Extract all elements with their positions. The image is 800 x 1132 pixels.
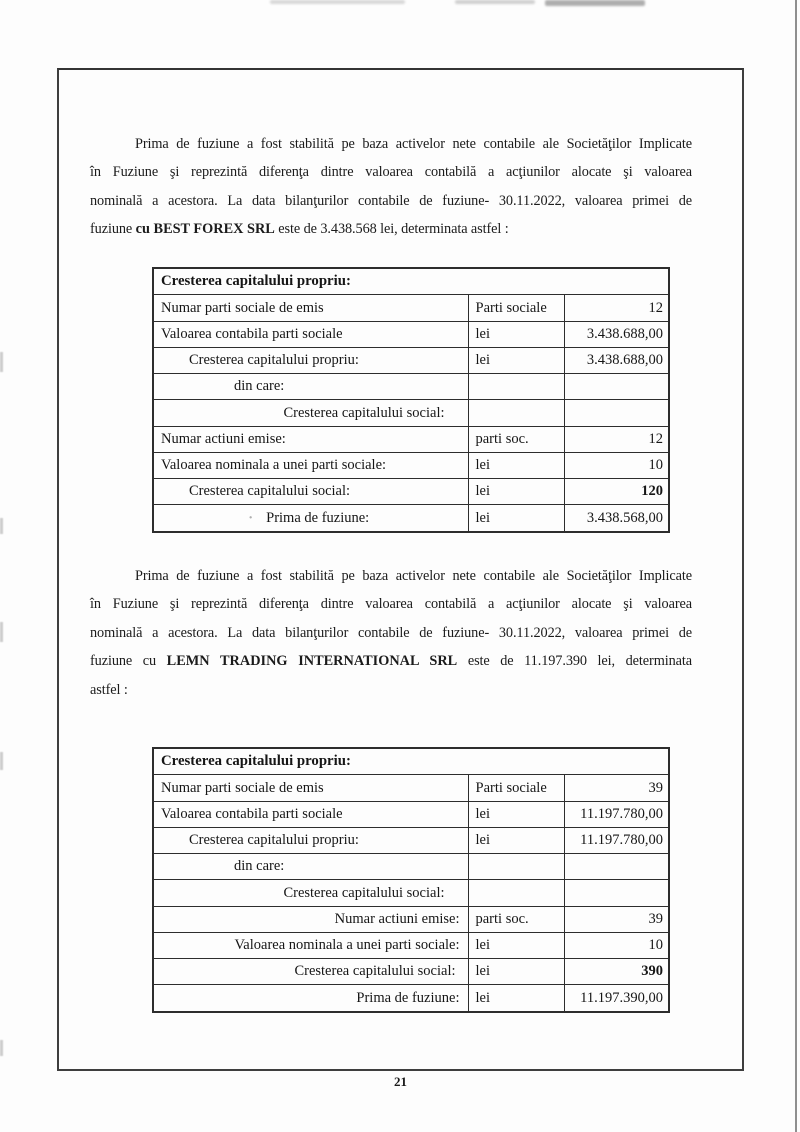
row-label: Cresterea capitalului social: xyxy=(153,959,468,985)
table-row xyxy=(153,854,669,880)
paragraph-text: este de 11.197.390 lei, determinata xyxy=(457,653,692,670)
table-title: Cresterea capitalului propriu: xyxy=(153,268,669,295)
row-label: Numar actiuni emise: xyxy=(153,426,468,452)
table-row xyxy=(153,505,669,532)
row-unit: lei xyxy=(468,985,564,1012)
row-value: 11.197.780,00 xyxy=(564,801,669,827)
table-row xyxy=(153,479,669,505)
row-unit: lei xyxy=(468,505,564,532)
row-value: 3.438.568,00 xyxy=(564,505,669,532)
row-unit: Parti sociale xyxy=(468,295,564,321)
row-unit: lei xyxy=(468,321,564,347)
row-label: Valoarea nominala a unei parti sociale: xyxy=(153,452,468,478)
paragraph-line xyxy=(90,215,692,243)
row-value: 3.438.688,00 xyxy=(564,347,669,373)
row-unit xyxy=(468,400,564,426)
scan-left-mark xyxy=(0,352,3,372)
paragraph-line: în Fuziune şi reprezintă diferenţa dintre valoarea contabilă a acţiunilor alocate şi valoarea xyxy=(90,164,692,181)
table-row xyxy=(153,374,669,400)
row-unit: lei xyxy=(468,479,564,505)
row-value: 39 xyxy=(564,775,669,801)
table-row xyxy=(153,932,669,958)
table-row xyxy=(153,775,669,801)
company-name-best-forex: cu BEST FOREX SRL xyxy=(135,221,275,238)
scan-left-mark xyxy=(0,1040,3,1056)
row-value: 39 xyxy=(564,906,669,932)
table-title: Cresterea capitalului propriu: xyxy=(153,748,669,775)
row-value xyxy=(564,854,669,880)
table-row xyxy=(153,426,669,452)
row-unit xyxy=(468,854,564,880)
row-unit: parti soc. xyxy=(468,906,564,932)
row-label: din care: xyxy=(153,374,468,400)
table-crestere-capital-lemn-trading xyxy=(152,747,670,1013)
row-label: din care: xyxy=(153,854,468,880)
scan-left-mark xyxy=(0,518,3,534)
table-row xyxy=(153,985,669,1012)
table-row xyxy=(153,801,669,827)
row-value: 11.197.780,00 xyxy=(564,827,669,853)
row-value: 12 xyxy=(564,426,669,452)
table-row xyxy=(153,347,669,373)
paragraph-line: Prima de fuziune a fost stabilită pe baza activelor nete contabile ale Societăţilor Implicate xyxy=(135,136,692,152)
row-unit: Parti sociale xyxy=(468,775,564,801)
table-crestere-capital-best-forex xyxy=(152,267,670,533)
row-unit: lei xyxy=(468,959,564,985)
paragraph-text: fuziune xyxy=(90,221,136,238)
row-unit xyxy=(468,374,564,400)
table-row xyxy=(153,880,669,906)
row-label: Prima de fuziune: xyxy=(153,985,468,1012)
row-value: 3.438.688,00 xyxy=(564,321,669,347)
paragraph-line: nominală a acestora. La data bilanţurilor contabile de fuziune- 30.11.2022, valoarea primei de xyxy=(90,192,692,209)
scan-left-mark xyxy=(0,752,3,770)
company-name-lemn-trading: LEMN TRADING INTERNATIONAL SRL xyxy=(166,653,458,670)
row-label: Cresterea capitalului social: xyxy=(153,400,468,426)
paragraph-best-forex xyxy=(90,130,692,244)
row-value: 120 xyxy=(564,479,669,505)
row-value: 11.197.390,00 xyxy=(564,985,669,1012)
row-value: 390 xyxy=(564,959,669,985)
row-label: Cresterea capitalului social: xyxy=(153,880,468,906)
paragraph-line: astfel : xyxy=(90,681,128,698)
scan-smudge-top-right xyxy=(545,0,645,6)
paragraph-line: nominală a acestora. La data bilanţurilor contabile de fuziune- 30.11.2022, valoarea primei de xyxy=(90,624,692,641)
scan-left-mark xyxy=(0,622,3,642)
paragraph-text: este de 3.438.568 lei, determinata astfel : xyxy=(274,221,509,238)
row-value: 10 xyxy=(564,452,669,478)
page-number: 21 xyxy=(394,1074,407,1089)
row-unit: parti soc. xyxy=(468,426,564,452)
table-row xyxy=(153,959,669,985)
row-label: Cresterea capitalului social: xyxy=(153,479,468,505)
row-value: 12 xyxy=(564,295,669,321)
table-header-row xyxy=(153,268,669,295)
row-label-text: Prima de fuziune: xyxy=(266,509,370,526)
row-label: Cresterea capitalului propriu: xyxy=(153,347,468,373)
row-unit: lei xyxy=(468,801,564,827)
paragraph-line: în Fuziune şi reprezintă diferenţa dintre valoarea contabilă a acţiunilor alocate şi valoarea xyxy=(90,596,692,613)
row-value xyxy=(564,880,669,906)
row-unit xyxy=(468,880,564,906)
row-label: Numar actiuni emise: xyxy=(153,906,468,932)
row-label: Valoarea contabila parti sociale xyxy=(153,801,468,827)
row-unit: lei xyxy=(468,347,564,373)
row-value xyxy=(564,400,669,426)
paragraph-text: fuziune cu xyxy=(90,653,167,670)
table-row xyxy=(153,906,669,932)
row-label: Valoarea contabila parti sociale xyxy=(153,321,468,347)
paragraph-lemn-trading xyxy=(90,562,692,704)
scan-smudge-top-left xyxy=(270,0,405,4)
paragraph-line xyxy=(90,647,692,675)
row-label: Numar parti sociale de emis xyxy=(153,775,468,801)
table-row xyxy=(153,827,669,853)
table-header-row xyxy=(153,748,669,775)
row-unit: lei xyxy=(468,932,564,958)
table-row xyxy=(153,400,669,426)
scan-edge-line xyxy=(795,0,797,1132)
row-label: Cresterea capitalului propriu: xyxy=(153,827,468,853)
paragraph-line: Prima de fuziune a fost stabilită pe baza activelor nete contabile ale Societăţilor Implicate xyxy=(135,568,692,584)
row-value xyxy=(564,374,669,400)
row-unit: lei xyxy=(468,452,564,478)
scan-artifact-dot: · xyxy=(248,509,254,526)
row-label: Valoarea nominala a unei parti sociale: xyxy=(153,932,468,958)
table-row xyxy=(153,321,669,347)
scan-smudge-top-mid xyxy=(455,0,535,4)
row-unit: lei xyxy=(468,827,564,853)
table-row xyxy=(153,295,669,321)
row-label: Numar parti sociale de emis xyxy=(153,295,468,321)
row-label xyxy=(153,505,468,532)
row-value: 10 xyxy=(564,932,669,958)
table-row xyxy=(153,452,669,478)
